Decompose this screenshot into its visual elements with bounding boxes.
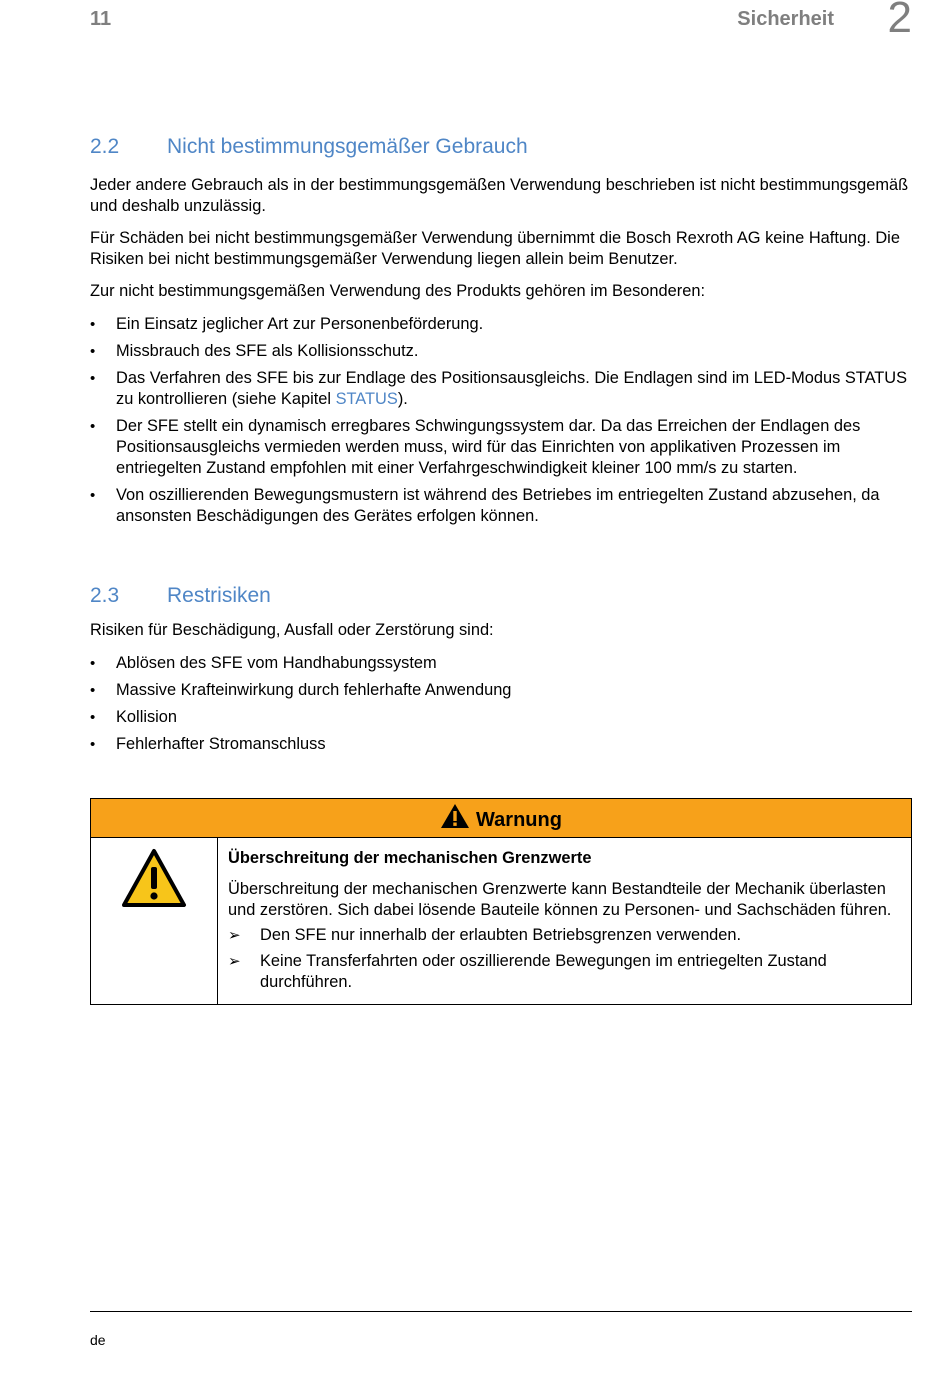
- warning-label: Warnung: [476, 809, 562, 831]
- list-item: • Ein Einsatz jeglicher Art zur Personenbeförderung.: [90, 314, 912, 335]
- section-number: 2.3: [90, 584, 120, 607]
- paragraph: Jeder andere Gebrauch als in der bestimmungsgemäßen Verwendung beschrieben ist nicht bestimmungsgemäß und deshalb unzulässig.: [90, 176, 909, 215]
- warning-description: Überschreitung der mechanischen Grenzwerte kann Bestandteile der Mechanik überlasten und zerstören. Sich dabei lösende Bauteile können zu Personen- und Sachschäden führen.: [228, 880, 892, 919]
- warning-small-icon: [440, 803, 470, 829]
- section-number: 2.2: [90, 135, 120, 158]
- status-chapter-link[interactable]: STATUS: [335, 390, 398, 408]
- section-title: Restrisiken: [167, 584, 271, 607]
- warning-box: [90, 798, 912, 1005]
- list-item: • Kollision: [90, 707, 912, 728]
- paragraph: Risiken für Beschädigung, Ausfall oder Zerstörung sind:: [90, 621, 494, 639]
- paragraph: Zur nicht bestimmungsgemäßen Verwendung des Produkts gehören im Besonderen:: [90, 282, 705, 300]
- risk-list: [90, 653, 912, 755]
- list-item: • Fehlerhafter Stromanschluss: [90, 734, 912, 755]
- list-item: • Missbrauch des SFE als Kollisionsschutz.: [90, 341, 912, 362]
- list-item-text: Das Verfahren des SFE bis zur Endlage des Positionsausgleichs. Die Endlagen sind im LED-Modus STATUS zu kontrollieren (siehe Kapitel: [116, 369, 908, 408]
- section-2-3-heading: [90, 584, 271, 608]
- warning-body: [91, 838, 911, 1004]
- list-item: • Ablösen des SFE vom Handhabungssystem: [90, 653, 912, 674]
- footer-divider: [90, 1311, 912, 1312]
- chapter-title: Sicherheit: [737, 8, 834, 30]
- misuse-list: [90, 314, 912, 527]
- footer-language: de: [90, 1332, 106, 1348]
- section-title: Nicht bestimmungsgemäßer Gebrauch: [167, 135, 528, 158]
- warning-content: [218, 838, 911, 1004]
- warning-icon-cell: [91, 838, 218, 1004]
- list-item: • Von oszillierenden Bewegungsmustern ist während des Betriebes im entriegelten Zustand abzusehen, da ansonsten Beschädigungen des Gerätes erfolgen können.: [90, 485, 912, 527]
- warning-title: Überschreitung der mechanischen Grenzwerte: [228, 849, 592, 867]
- warning-triangle-icon: [121, 848, 187, 908]
- list-item: • Massive Krafteinwirkung durch fehlerhafte Anwendung: [90, 680, 912, 701]
- section-2-2-heading: [90, 135, 528, 159]
- warning-actions: [228, 925, 901, 993]
- action-item: ➢ Den SFE nur innerhalb der erlaubten Betriebsgrenzen verwenden.: [228, 925, 901, 946]
- paragraph: Für Schäden bei nicht bestimmungsgemäßer Verwendung übernimmt die Bosch Rexroth AG keine Haftung. Die Risiken bei nicht bestimmungsgemäßer Verwendung liegen allein beim Benutzer.: [90, 229, 900, 268]
- list-item: • Der SFE stellt ein dynamisch erregbares Schwingungssystem dar. Da das Erreichen der Endlagen des Positionsausgleichs vermieden werden muss, wird für das Einrichten von applikativen Prozessen im entriegelten Zustand empfohlen mit einer Verfahrgeschwindigkeit kleiner 100 mm/s zu starten.: [90, 416, 912, 479]
- warning-header: [91, 799, 911, 838]
- chapter-number: 2: [887, 0, 912, 42]
- page-number: 11: [90, 8, 112, 30]
- action-item: ➢ Keine Transferfahrten oder oszillierende Bewegungen im entriegelten Zustand durchführen.: [228, 951, 901, 993]
- list-item-text: ).: [397, 390, 408, 408]
- list-item: [90, 368, 912, 410]
